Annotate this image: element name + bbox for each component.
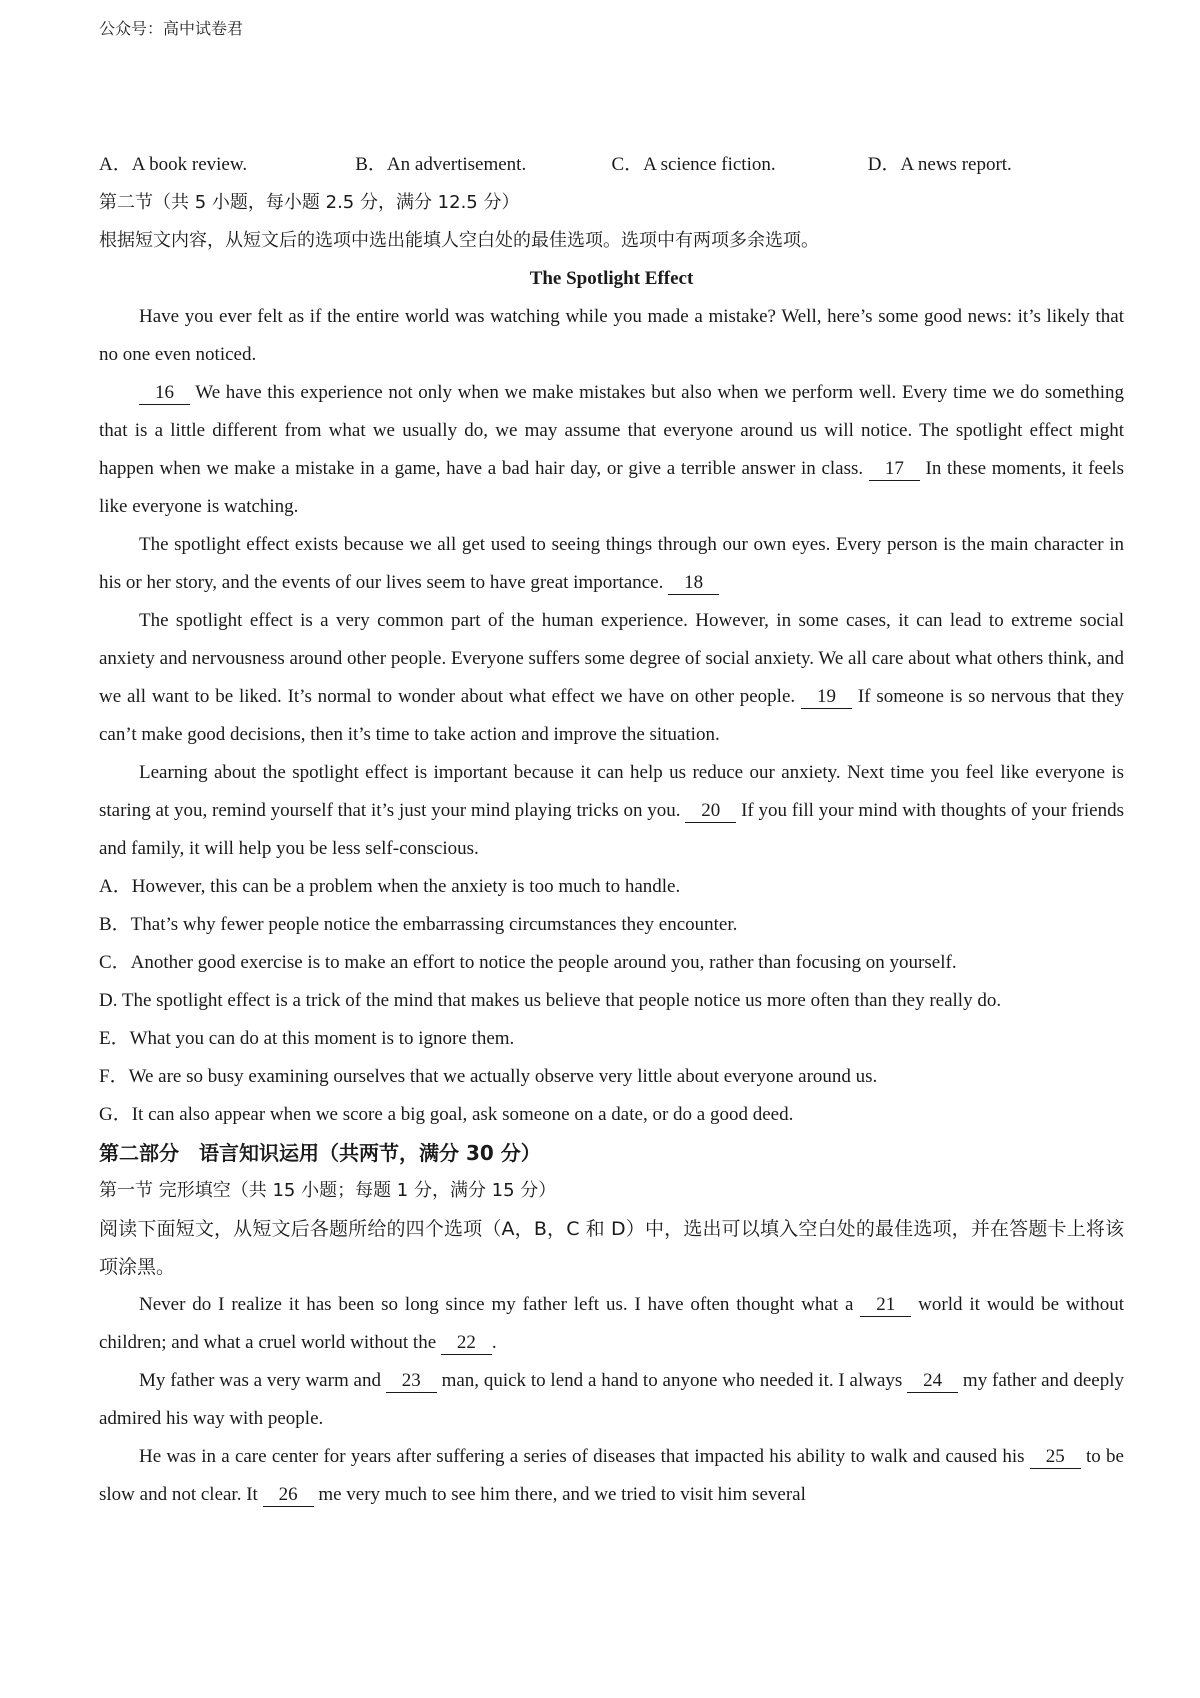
choice-g: G．It can also appear when we score a big goal, ask someone on a date, or do a good deed. [99, 1104, 794, 1125]
section-heading: 第二节（共 5 小题，每小题 2.5 分，满分 12.5 分） [99, 192, 520, 213]
paragraph-4-text-a: The spotlight effect is a very common part of the human experience. However, in some cases, it can lead to extreme social anxiety and nervousness around other people. Everyone suffers some degree of social anxiety. We all care about what others think, and we all want to be liked. It’s normal to wonder about what effect we have on other people. [99, 610, 1124, 707]
paragraph-2 [99, 374, 1124, 526]
cloze-p2-text-c: my father and deeply admired his way with people. [99, 1370, 1124, 1429]
choice-a: A．However, this can be a problem when the anxiety is too much to handle. [99, 876, 681, 897]
choice-b: B．That’s why fewer people notice the embarrassing circumstances they encounter. [99, 914, 738, 935]
paragraph-5-text-a: Learning about the spotlight effect is important because it can help us reduce our anxiety. Next time you feel like everyone is staring at you, remind yourself that it’s just your mind playing tricks on you. [99, 762, 1124, 821]
blank-21: 21 [860, 1294, 911, 1317]
blank-26: 26 [263, 1484, 314, 1507]
passage-title: The Spotlight Effect [529, 268, 694, 289]
paragraph-3 [99, 526, 1124, 602]
paragraph-2-text-b: In these moments, it feels like everyone is watching. [99, 458, 1124, 517]
section-instruction: 根据短文内容，从短文后的选项中选出能填人空白处的最佳选项。选项中有两项多余选项。 [99, 230, 819, 251]
paragraph-5 [99, 754, 1124, 868]
part-heading: 第二部分 语言知识运用（共两节，满分 30 分） [99, 1141, 541, 1165]
paragraph-4 [99, 602, 1124, 754]
part-sub-heading: 第一节 完形填空（共 15 小题；每题 1 分，满分 15 分） [99, 1180, 557, 1201]
blank-20: 20 [685, 800, 736, 823]
cloze-paragraph-1 [99, 1286, 1124, 1362]
watermark: 公众号：高中试卷君 [99, 19, 244, 38]
option-b: B．An advertisement. [355, 154, 527, 175]
part-instruction: 阅读下面短文，从短文后各题所给的四个选项（A，B，C 和 D）中，选出可以填入空白处的最佳选项，并在答题卡上将该项涂黑。 [99, 1218, 1124, 1278]
blank-17: 17 [869, 458, 920, 481]
paragraph-4-text-b: If someone is so nervous that they can’t make good decisions, then it’s time to take action and improve the situation. [99, 686, 1124, 745]
cloze-p1-text-b: world it would be without children; and what a cruel world without the [99, 1294, 1124, 1353]
previous-question-options [99, 146, 1124, 184]
cloze-p3-text-b: to be slow and not clear. It [99, 1446, 1124, 1505]
blank-19: 19 [801, 686, 852, 709]
blank-22: 22 [441, 1332, 492, 1355]
paragraph-1: Have you ever felt as if the entire world was watching while you made a mistake? Well, here’s some good news: it’s likely that no one even noticed. [99, 306, 1124, 365]
paragraph-3-text: The spotlight effect exists because we all get used to seeing things through our own eyes. Every person is the main character in his or her story, and the events of our lives seem to have great importance. [99, 534, 1124, 593]
option-d: D．A news report. [867, 154, 1012, 175]
cloze-p3-text-c: me very much to see him there, and we tried to visit him several [313, 1484, 806, 1505]
choice-e: E．What you can do at this moment is to ignore them. [99, 1028, 515, 1049]
option-a: A．A book review. [99, 154, 248, 175]
choice-f: F．We are so busy examining ourselves that we actually observe very little about everyone around us. [99, 1066, 878, 1087]
blank-18: 18 [668, 572, 719, 595]
cloze-p1-text-c: . [491, 1332, 497, 1353]
choice-d: D. The spotlight effect is a trick of the mind that makes us believe that people notice us more often than they really do. [99, 990, 1002, 1011]
paragraph-5-text-b: If you fill your mind with thoughts of your friends and family, it will help you be less self-conscious. [99, 800, 1124, 859]
blank-23: 23 [386, 1370, 437, 1393]
cloze-p1-text-a: Never do I realize it has been so long since my father left us. I have often thought what a [139, 1294, 861, 1315]
choice-c: C．Another good exercise is to make an effort to notice the people around you, rather than focusing on yourself. [99, 952, 957, 973]
exam-content [99, 146, 1124, 1514]
blank-16: 16 [139, 382, 190, 405]
choice-list [99, 868, 1124, 1134]
cloze-paragraph-2 [99, 1362, 1124, 1438]
blank-25: 25 [1030, 1446, 1081, 1469]
cloze-p2-text-b: man, quick to lend a hand to anyone who needed it. I always [436, 1370, 908, 1391]
option-c: C．A science fiction. [611, 154, 776, 175]
cloze-paragraph-3 [99, 1438, 1124, 1514]
blank-24: 24 [907, 1370, 958, 1393]
paragraph-2-text-a: We have this experience not only when we make mistakes but also when we perform well. Every time we do something that is a little different from what we usually do, we may assume that everyone around us will notice. The spotlight effect might happen when we make a mistake in a game, have a bad hair day, or give a terrible answer in class. [99, 382, 1124, 479]
cloze-p2-text-a: My father was a very warm and [139, 1370, 386, 1391]
cloze-p3-text-a: He was in a care center for years after suffering a series of diseases that impacted his ability to walk and caused his [139, 1446, 1030, 1467]
